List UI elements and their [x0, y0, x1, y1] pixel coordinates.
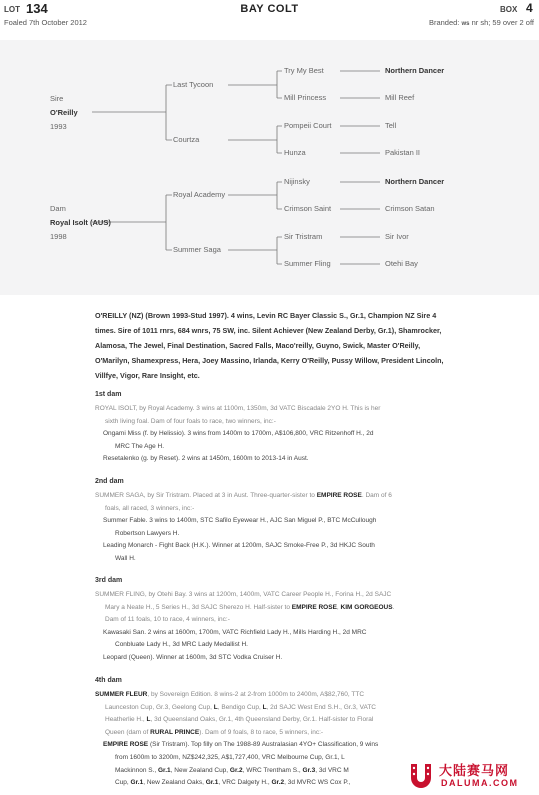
horseshoe-logo-icon — [405, 760, 437, 792]
stakes-winner-name: RURAL PRINCE — [150, 728, 200, 736]
dam-heading: 1st dam — [95, 391, 122, 398]
stakes-winner-name: EMPIRE ROSE — [103, 741, 149, 749]
progeny-line: from 1600m to 3200m, NZ$242,325, A$1,727,400, VRC Melbourne Cup, Gr.1, L — [115, 753, 345, 761]
progeny-line: , 3d MVRC WS Cox P., — [284, 779, 351, 787]
dam-year: 1998 — [50, 232, 67, 241]
gen2-ancestor: Courtza — [173, 135, 200, 144]
grade-label: Gr.2 — [271, 779, 285, 787]
gen3-ancestor: Nijinsky — [284, 177, 310, 186]
progeny-line: , WRC Trentham S., — [242, 766, 303, 774]
dam-line: ). Dam of 9 foals, 8 to race, 5 winners, inc:- — [199, 728, 324, 736]
progeny-entry — [95, 540, 460, 565]
dam-line: Mary a Neate H., 5 Series H., 3d SAJC Sherezo H. Half-sister to — [105, 603, 292, 611]
watermark — [405, 758, 539, 795]
stakes-winner-name: EMPIRE ROSE — [316, 492, 362, 499]
separator: , — [336, 603, 341, 611]
progeny-line: Leading Monarch - Fight Back (H.K.). Winner at 1200m, SAJC Smoke-Free P., 3d HKJC South — [103, 542, 375, 550]
progeny-line: Summer Fable. 3 wins to 1400m, STC Safilo Eyewear H., AJC San Miguel P., BTC McCullough — [103, 517, 377, 525]
progeny-line: Mackinnon S., — [115, 766, 158, 774]
dam-section-1 — [95, 390, 460, 466]
dam-line: , 2d SAJC West End S.H., Gr.3, VATC — [266, 703, 376, 711]
foaled-date: Foaled 7th October 2012 — [4, 18, 87, 27]
dam-paragraph — [95, 589, 460, 627]
progeny-line: Kawasaki San. 2 wins at 1600m, 1700m, VATC Richfield Lady H., Mills Harding H., 2d MRC — [103, 628, 367, 636]
dam-heading: 2nd dam — [95, 478, 124, 485]
catalogue-header — [0, 0, 539, 32]
dam-line: Dam of 11 foals, 10 to race, 4 winners, inc:- — [105, 616, 230, 624]
dam-line: . Dam of 6 — [361, 492, 392, 499]
stakes-winner-name: KIM GORGEOUS — [340, 603, 393, 611]
lot-label: LOT — [4, 5, 20, 14]
gen4-ancestor: Northern Dancer — [385, 177, 445, 186]
gen4-ancestor: Otehi Bay — [385, 259, 418, 268]
dam-line: ROYAL ISOLT, by Royal Academy. 3 wins at 1100m, 1350m, 3d VATC Biscadale 2YO H. This is her — [95, 405, 381, 412]
sire-summary: O'REILLY (NZ) (Brown 1993-Stud 1997). 4 wins, Levin RC Bayer Classic S., Gr.1, Champion NZ Sire 4 times. Sire of 1011 rnrs, 684 wnrs, 75 SW, inc. Silent Achiever (New Zealand Derby, Gr.1), Shamrocker, Alamosa, The Jewel, Final Destination, Sacred Falls, Maco'reilly, Guyno, Swick, Master O'Reilly, O'Marilyn, Shamexpress, Hera, Joey Massino, Irlanda, Kerry O'Reilly, Pussy Willow, President Lincoln, Villfye, Vigor, Rare Insight, etc. — [95, 311, 444, 380]
branded-info — [429, 18, 534, 27]
box-label: BOX — [500, 5, 518, 14]
dam-heading: 3rd dam — [95, 577, 123, 584]
stakes-winner-name: EMPIRE ROSE — [291, 603, 337, 611]
grade-label: L — [262, 703, 267, 711]
progeny-line: , 3d VRC M — [315, 766, 349, 774]
grade-label: L — [213, 703, 218, 711]
lot-number: 134 — [26, 1, 48, 16]
gen3-ancestor: Mill Princess — [284, 93, 327, 102]
dam-line: SUMMER FLING, by Otehi Bay. 3 wins at 1200m, 1400m, VATC Career People H., Forina H., 2d SAJC — [95, 591, 392, 598]
gen2-ancestor: Royal Academy — [173, 190, 226, 199]
progeny-line: Wall H. — [115, 554, 136, 562]
watermark-chinese: 大陆赛马网 — [439, 763, 510, 778]
gen3-ancestor: Pompeii Court — [284, 121, 332, 130]
dam-line: , by Sovereign Edition. 8 wins-2 at 2-from 1000m to 2400m, A$82,760, TTC — [147, 691, 365, 698]
gen4-ancestor: Pakistan II — [385, 148, 421, 157]
gen3-ancestor: Sir Tristram — [284, 232, 323, 241]
grade-label: Gr.1 — [158, 766, 171, 774]
progeny-line: Robertson Lawyers H. — [115, 529, 180, 537]
gen3-ancestor: Summer Fling — [284, 259, 331, 268]
gen4-ancestor: Mill Reef — [385, 93, 415, 102]
dam-line: Queen (dam of — [105, 728, 151, 736]
gen2-ancestor: Summer Saga — [173, 245, 221, 254]
dam-line: SUMMER SAGA, by Sir Tristram. Placed at 3 in Aust. Three-quarter-sister to — [95, 492, 317, 499]
sire-name: O'Reilly — [50, 108, 78, 117]
grade-label: Gr.3 — [302, 766, 316, 774]
progeny-line: , New Zealand Oaks, — [143, 779, 206, 787]
progeny-entry — [95, 652, 460, 665]
gen4-ancestor: Sir Ivor — [385, 232, 409, 241]
progeny-entry — [95, 453, 460, 466]
progeny-line: , VRC Dalgety H., — [218, 779, 272, 787]
progeny-line: MRC The Age H. — [115, 442, 165, 450]
grade-label: L — [146, 716, 151, 724]
sire-year: 1993 — [50, 122, 67, 131]
page-title: BAY COLT — [240, 3, 299, 15]
progeny-line: , New Zealand Cup, — [170, 766, 230, 774]
progeny-line: Ongami Miss (f. by Helissio). 3 wins from 1400m to 1700m, A$106,800, VRC Ritzenhoff H., 2d — [103, 430, 374, 438]
dam-paragraph — [95, 403, 460, 428]
gen4-ancestor: Northern Dancer — [385, 66, 445, 75]
dam-section-3 — [95, 576, 460, 665]
dam-name: Royal Isolt (AUS) — [50, 218, 111, 227]
dam-section-2 — [95, 477, 460, 566]
dam-line: Heatherlie H., — [105, 716, 147, 724]
branded-prefix: Branded: — [428, 18, 460, 27]
grade-label: Gr.1 — [205, 779, 219, 787]
progeny-entry — [95, 627, 460, 652]
gen3-ancestor: Crimson Saint — [284, 204, 332, 213]
dam-line: , Bendigo Cup, — [217, 703, 263, 711]
gen2-ancestor: Last Tycoon — [173, 80, 214, 89]
progeny-entry — [95, 428, 460, 453]
sire-role: Sire — [50, 94, 64, 103]
dam-line: sixth living foal. Dam of four foals to race, two winners, inc:- — [105, 417, 276, 425]
dam-paragraph — [95, 689, 460, 739]
progeny-line: Leopard (Queen). Winner at 1600m, 3d STC Vodka Cruiser H. — [103, 653, 283, 661]
gen4-ancestor: Tell — [385, 121, 397, 130]
progeny-line: (Sir Tristram). Top filly on The 1988-89 Australasian 4YO+ Classification, 9 wins — [148, 741, 379, 749]
pedigree-bracket-lines — [0, 40, 539, 295]
box-number: 4 — [526, 1, 533, 15]
gen3-ancestor: Try My Best — [284, 66, 324, 75]
dam-paragraph — [95, 490, 460, 515]
dam-line: Launceston Cup, Gr.3, Geelong Cup, — [105, 703, 214, 711]
progeny-line: Conbluate Lady H., 3d MRC Lady Medallist H. — [115, 641, 248, 649]
progeny-line: Resetalenko (g. by Reset). 2 wins at 1450m, 1600m to 2013-14 in Aust. — [103, 455, 309, 463]
dam-line: , 3d Queensland Oaks, Gr.1, 4th Queensland Derby, Gr.1. Half-sister to Floral — [150, 716, 374, 724]
separator: . — [392, 603, 395, 611]
branded-mark: ws — [461, 21, 470, 27]
gen4-ancestor: Crimson Satan — [385, 204, 435, 213]
progeny-entry — [95, 515, 460, 540]
stakes-winner-name: SUMMER FLEUR — [95, 691, 148, 698]
grade-label: Gr.2 — [229, 766, 243, 774]
gen3-ancestor: Hunza — [284, 148, 306, 157]
dam-role: Dam — [50, 204, 66, 213]
dam-line: foals, all raced, 3 winners, inc:- — [105, 504, 195, 512]
branded-text: nr sh; 59 over 2 off — [471, 18, 534, 27]
pedigree-chart — [0, 40, 539, 295]
grade-label: Gr.1 — [130, 779, 144, 787]
progeny-line: Cup, — [115, 779, 131, 787]
dam-heading: 4th dam — [95, 677, 122, 684]
watermark-english: DALUMA.COM — [441, 778, 519, 788]
